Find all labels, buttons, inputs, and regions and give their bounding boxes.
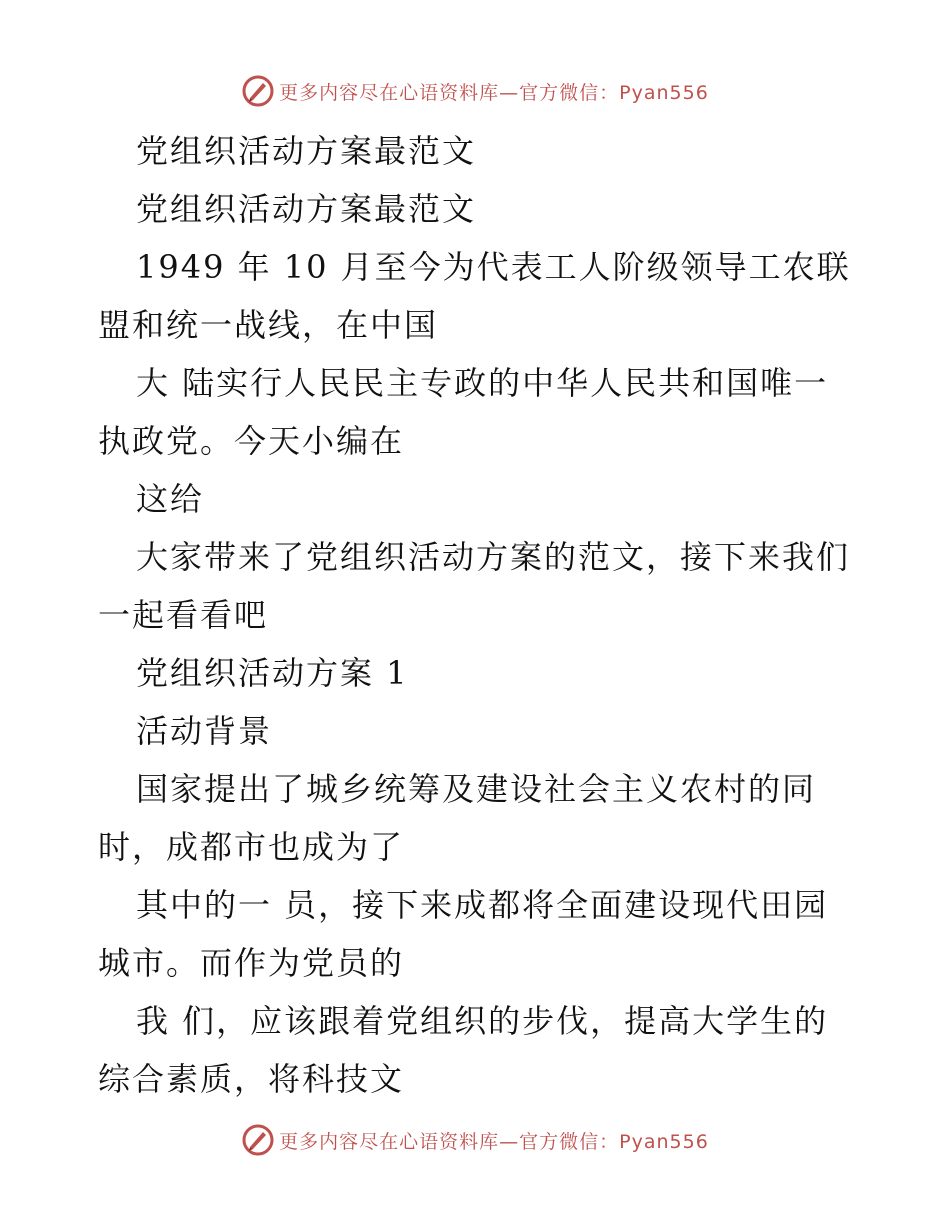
text-line: 党组织活动方案 1	[136, 654, 409, 692]
watermark-text: 更多内容尽在心语资料库—官方微信：Pyan556	[279, 1130, 709, 1153]
text-line: 执政党。今天小编在	[98, 422, 405, 460]
text-line: 国家提出了城乡统筹及建设社会主义农村的同	[136, 770, 817, 808]
document-body	[98, 122, 858, 1108]
text-line: 1949 年 10 月至今为代表工人阶级领导工农联	[136, 248, 851, 286]
text-line: 我 们，应该跟着党组织的步伐，提高大学生的	[136, 1002, 829, 1040]
brand-logo-icon	[241, 74, 275, 108]
text-line: 大家带来了党组织活动方案的范文，接下来我们	[136, 538, 851, 576]
text-line: 其中的一 员，接下来成都将全面建设现代田园	[136, 886, 829, 924]
text-line: 大 陆实行人民民主专政的中华人民共和国唯一	[136, 364, 829, 402]
watermark-text: 更多内容尽在心语资料库—官方微信：Pyan556	[279, 81, 709, 104]
text-line: 综合素质，将科技文	[98, 1060, 405, 1098]
text-line: 盟和统一战线，在中国	[98, 306, 439, 344]
text-line: 活动背景	[136, 712, 273, 750]
watermark-banner-bottom	[0, 1120, 950, 1160]
text-line: 党组织活动方案最范文	[136, 190, 477, 228]
text-line: 这给	[136, 480, 205, 518]
text-line: 时，成都市也成为了	[98, 828, 405, 866]
text-line: 一起看看吧	[98, 596, 269, 634]
brand-logo-icon	[241, 1123, 275, 1157]
watermark-banner-top	[0, 71, 950, 111]
text-line: 党组织活动方案最范文	[136, 132, 477, 170]
text-line: 城市。而作为党员的	[98, 944, 405, 982]
